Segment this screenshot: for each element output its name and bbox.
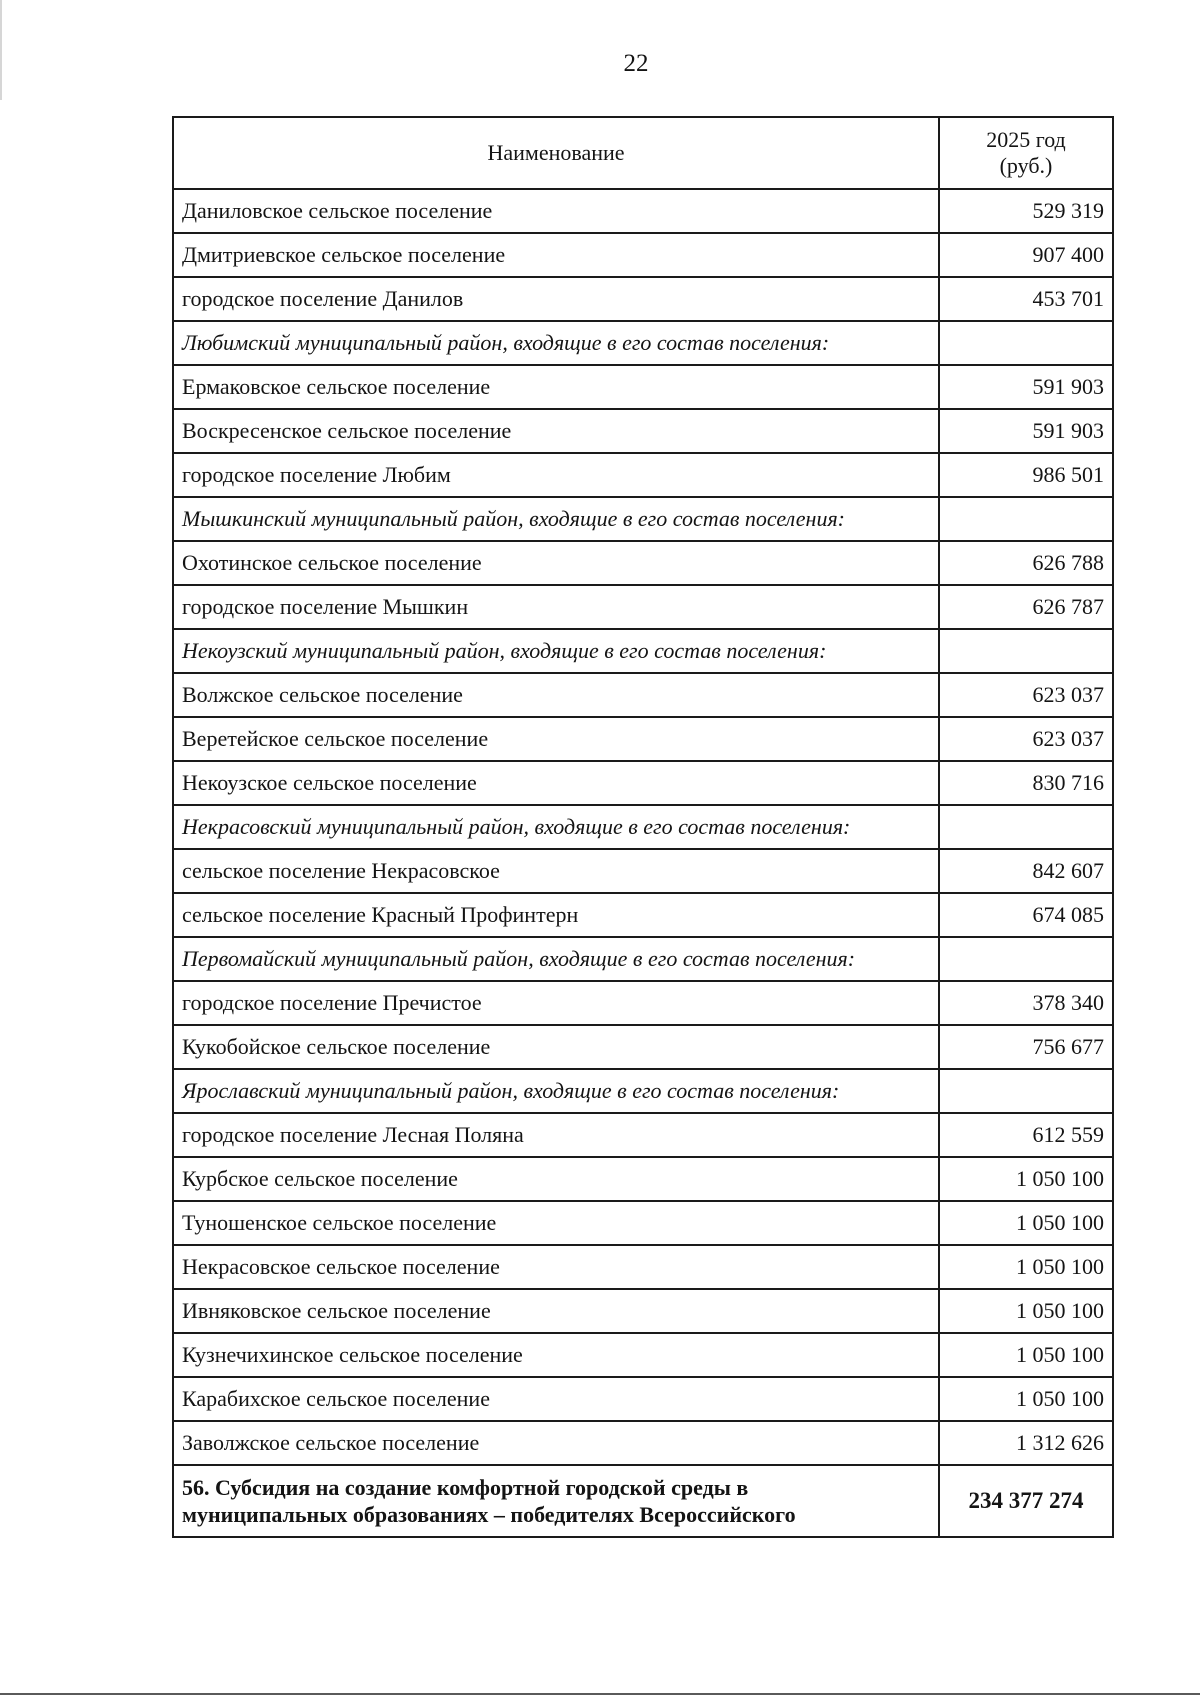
budget-table [172, 116, 1114, 1538]
table-row [173, 1377, 1113, 1421]
scan-bottom-edge [0, 1693, 1200, 1695]
table-row [173, 541, 1113, 585]
settlement-name: городское поселение Данилов [173, 277, 939, 321]
page-number: 22 [623, 50, 649, 77]
settlement-name: Некрасовское сельское поселение [173, 1245, 939, 1289]
amount-cell: 378 340 [939, 981, 1113, 1025]
settlement-name: Даниловское сельское поселение [173, 189, 939, 233]
settlement-name: Волжское сельское поселение [173, 673, 939, 717]
table-row [173, 761, 1113, 805]
amount-cell: 1 312 626 [939, 1421, 1113, 1465]
amount-cell: 674 085 [939, 893, 1113, 937]
total-amount: 234 377 274 [939, 1465, 1113, 1537]
total-name-line2: муниципальных образованиях – победителях Всероссийского [182, 1502, 796, 1527]
table-row [173, 1201, 1113, 1245]
total-name [173, 1465, 939, 1537]
table-row [173, 1333, 1113, 1377]
settlement-name: Кузнечихинское сельское поселение [173, 1333, 939, 1377]
table-group-row [173, 629, 1113, 673]
settlement-name: Кукобойское сельское поселение [173, 1025, 939, 1069]
settlement-name: городское поселение Любим [173, 453, 939, 497]
table-body [173, 189, 1113, 1465]
table-row [173, 673, 1113, 717]
settlement-name: Дмитриевское сельское поселение [173, 233, 939, 277]
table-group-row [173, 1069, 1113, 1113]
amount-cell: 1 050 100 [939, 1289, 1113, 1333]
header-name: Наименование [173, 117, 939, 189]
total-row [173, 1465, 1113, 1537]
amount-cell: 591 903 [939, 365, 1113, 409]
amount-cell: 612 559 [939, 1113, 1113, 1157]
table-row [173, 233, 1113, 277]
amount-cell [939, 497, 1113, 541]
header-unit-label: (руб.) [999, 153, 1053, 178]
table-group-row [173, 937, 1113, 981]
settlement-name: Воскресенское сельское поселение [173, 409, 939, 453]
settlement-name: сельское поселение Некрасовское [173, 849, 939, 893]
settlement-name: Ивняковское сельское поселение [173, 1289, 939, 1333]
table-row [173, 849, 1113, 893]
amount-cell [939, 1069, 1113, 1113]
settlement-name: Веретейское сельское поселение [173, 717, 939, 761]
table-row [173, 1289, 1113, 1333]
amount-cell: 986 501 [939, 453, 1113, 497]
district-name: Мышкинский муниципальный район, входящие в его состав поселения: [173, 497, 939, 541]
table-row [173, 717, 1113, 761]
amount-cell: 623 037 [939, 673, 1113, 717]
table-group-row [173, 805, 1113, 849]
settlement-name: Туношенское сельское поселение [173, 1201, 939, 1245]
amount-cell: 1 050 100 [939, 1245, 1113, 1289]
settlement-name: Заволжское сельское поселение [173, 1421, 939, 1465]
amount-cell: 453 701 [939, 277, 1113, 321]
amount-cell: 1 050 100 [939, 1377, 1113, 1421]
amount-cell [939, 805, 1113, 849]
amount-cell: 907 400 [939, 233, 1113, 277]
amount-cell [939, 321, 1113, 365]
table-row [173, 453, 1113, 497]
table-row [173, 1113, 1113, 1157]
amount-cell: 529 319 [939, 189, 1113, 233]
amount-cell: 1 050 100 [939, 1333, 1113, 1377]
settlement-name: городское поселение Мышкин [173, 585, 939, 629]
table-row [173, 585, 1113, 629]
amount-cell: 1 050 100 [939, 1201, 1113, 1245]
header-year-label: 2025 год [986, 127, 1066, 152]
amount-cell: 842 607 [939, 849, 1113, 893]
amount-cell [939, 937, 1113, 981]
district-name: Первомайский муниципальный район, входящие в его состав поселения: [173, 937, 939, 981]
settlement-name: Некоузское сельское поселение [173, 761, 939, 805]
district-name: Некрасовский муниципальный район, входящие в его состав поселения: [173, 805, 939, 849]
table-row [173, 981, 1113, 1025]
settlement-name: городское поселение Лесная Поляна [173, 1113, 939, 1157]
settlement-name: сельское поселение Красный Профинтерн [173, 893, 939, 937]
total-name-line1: 56. Субсидия на создание комфортной городской среды в [182, 1475, 749, 1500]
amount-cell: 1 050 100 [939, 1157, 1113, 1201]
amount-cell [939, 629, 1113, 673]
table-row [173, 1025, 1113, 1069]
header-year [939, 117, 1113, 189]
settlement-name: Охотинское сельское поселение [173, 541, 939, 585]
settlement-name: Курбское сельское поселение [173, 1157, 939, 1201]
table-group-row [173, 497, 1113, 541]
table-row [173, 365, 1113, 409]
district-name: Некоузский муниципальный район, входящие в его состав поселения: [173, 629, 939, 673]
table-row [173, 893, 1113, 937]
amount-cell: 756 677 [939, 1025, 1113, 1069]
table-row [173, 277, 1113, 321]
amount-cell: 626 788 [939, 541, 1113, 585]
table-row [173, 1421, 1113, 1465]
amount-cell: 830 716 [939, 761, 1113, 805]
amount-cell: 623 037 [939, 717, 1113, 761]
table-group-row [173, 321, 1113, 365]
table-row [173, 409, 1113, 453]
table-row [173, 189, 1113, 233]
settlement-name: Ермаковское сельское поселение [173, 365, 939, 409]
table-row [173, 1245, 1113, 1289]
district-name: Ярославский муниципальный район, входящие в его состав поселения: [173, 1069, 939, 1113]
amount-cell: 626 787 [939, 585, 1113, 629]
table-row [173, 1157, 1113, 1201]
settlement-name: городское поселение Пречистое [173, 981, 939, 1025]
table-header-row [173, 117, 1113, 189]
amount-cell: 591 903 [939, 409, 1113, 453]
district-name: Любимский муниципальный район, входящие в его состав поселения: [173, 321, 939, 365]
settlement-name: Карабихское сельское поселение [173, 1377, 939, 1421]
